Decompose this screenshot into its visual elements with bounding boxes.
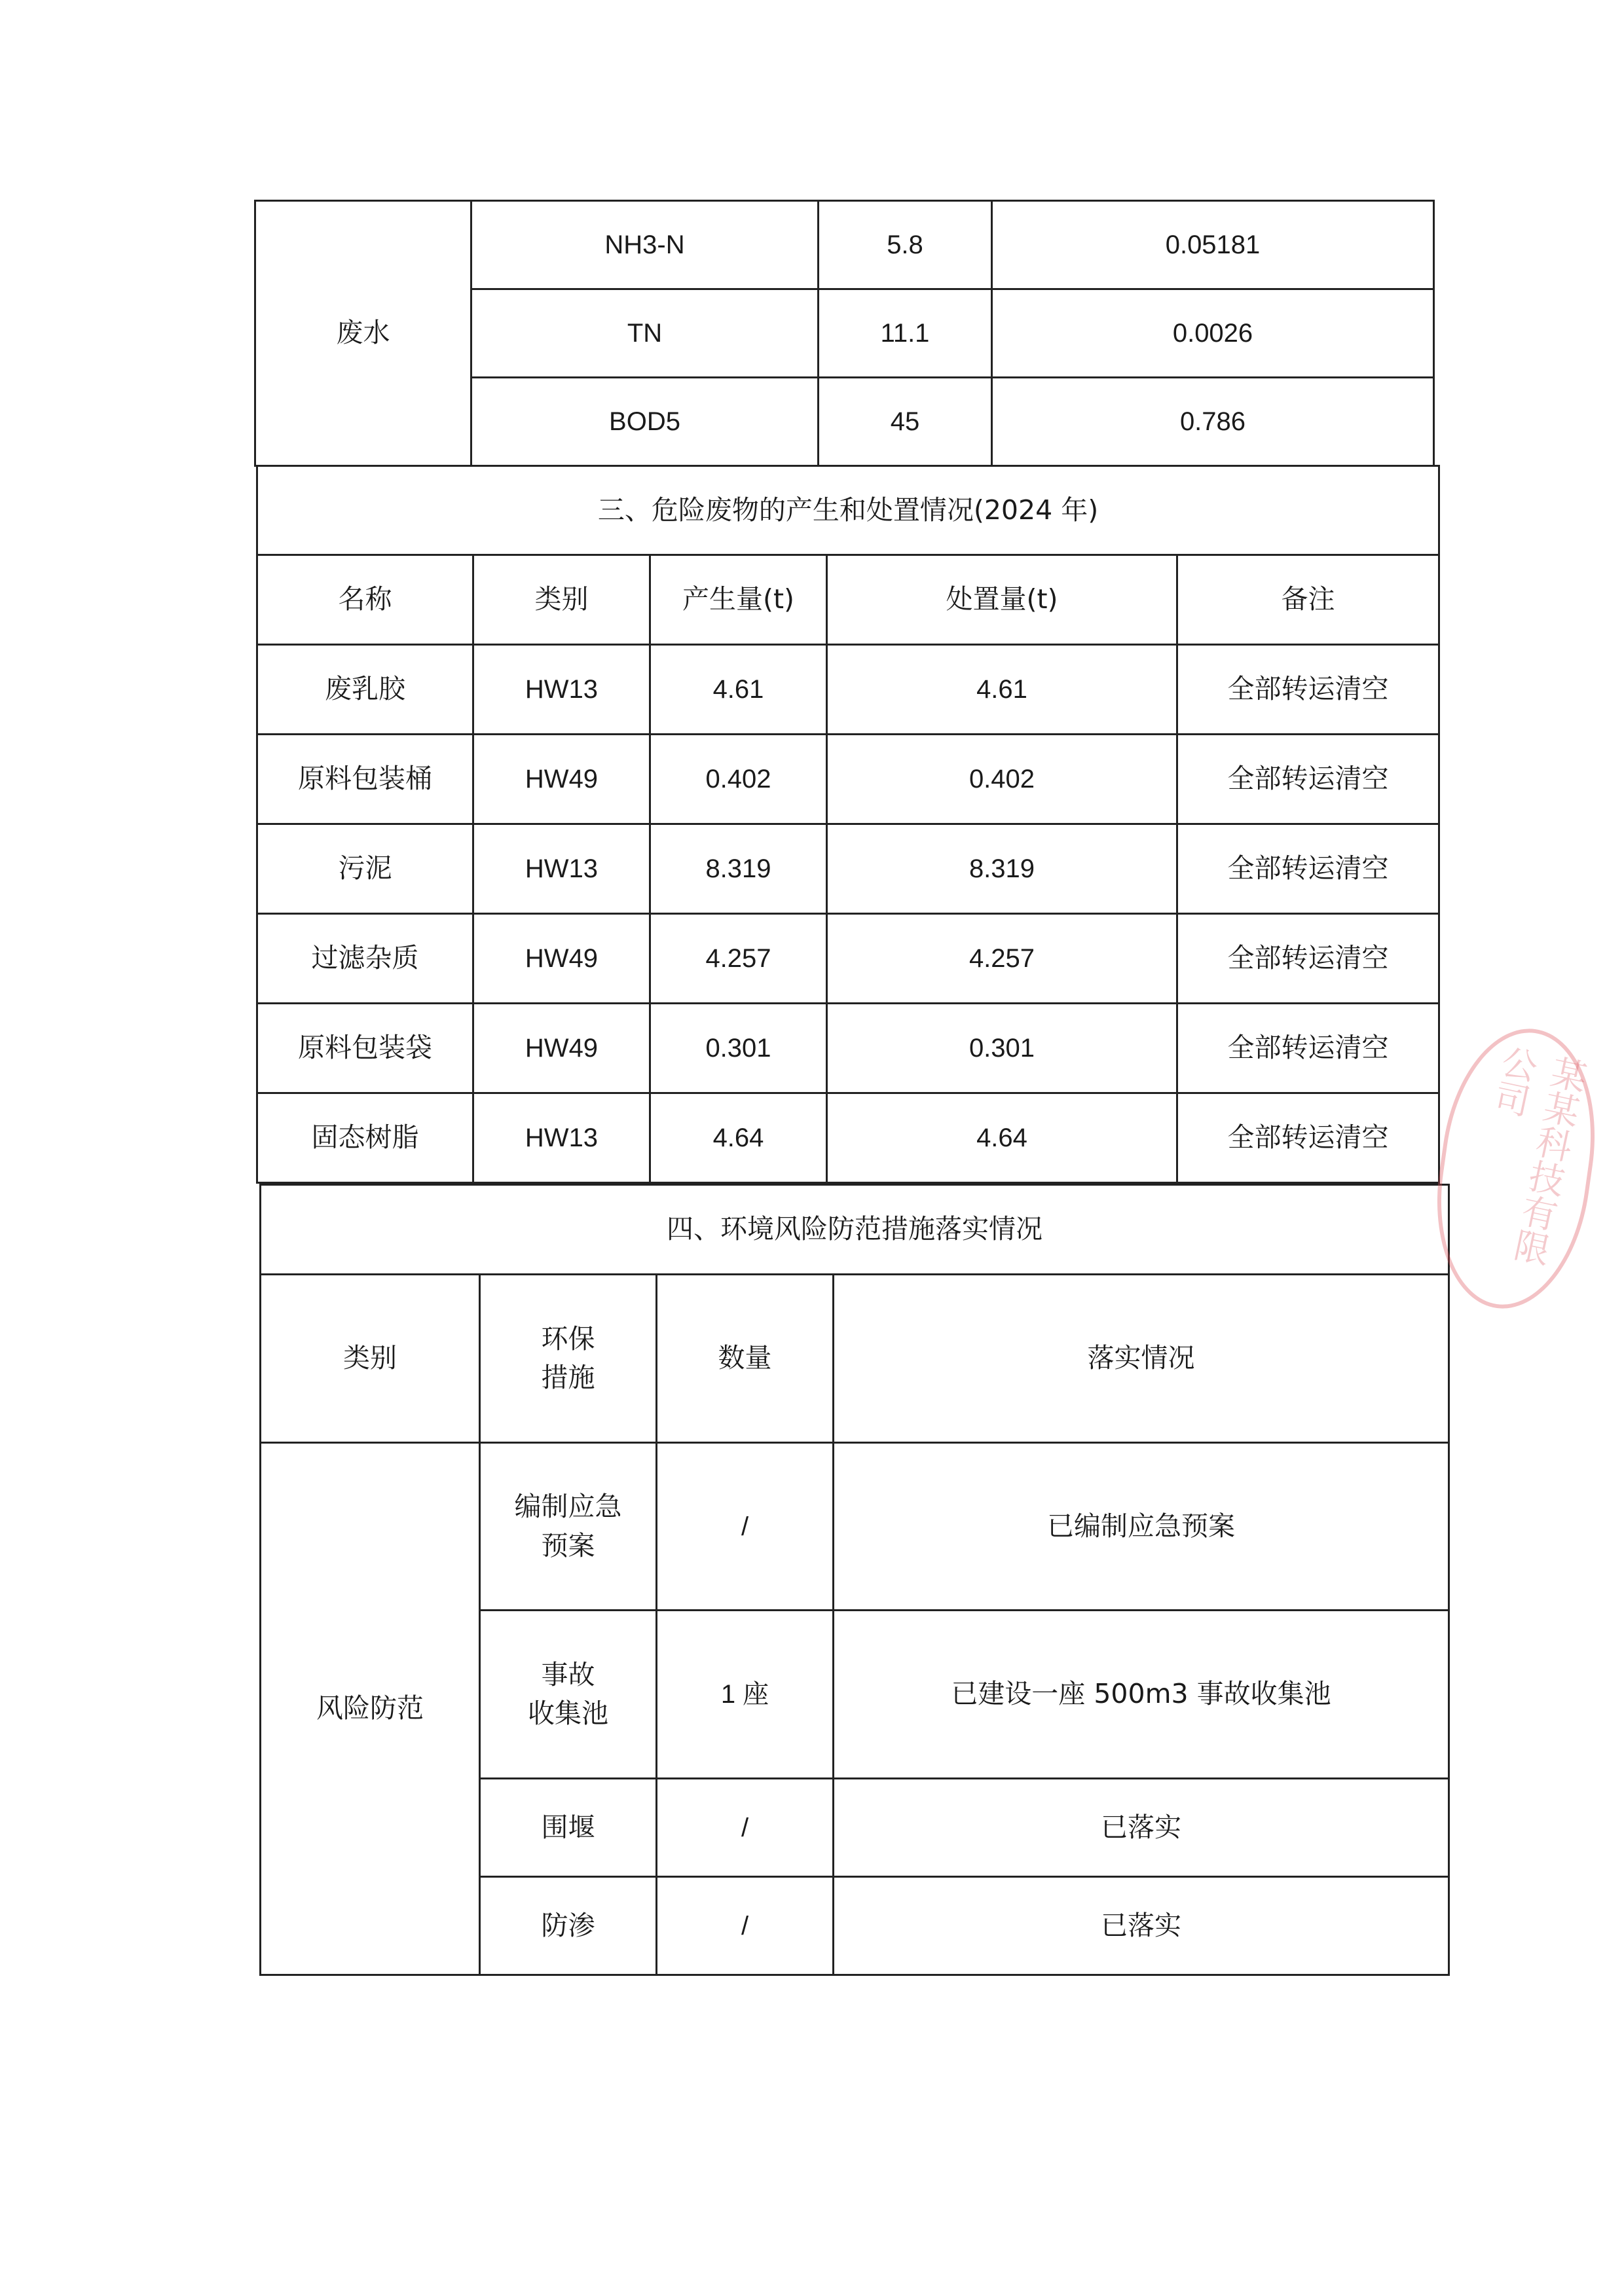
waste-disposed: 0.402 [827, 735, 1177, 824]
table-row [257, 914, 1439, 1004]
waste-produced: 8.319 [650, 824, 827, 914]
hazardous-waste-table [256, 465, 1440, 1184]
header-quantity: 数量 [657, 1275, 834, 1443]
header-name: 名称 [257, 555, 473, 645]
header-category: 类别 [473, 555, 650, 645]
concentration-cell: 11.1 [819, 289, 992, 378]
measure-line1: 事故 [541, 1658, 595, 1690]
waste-disposed: 4.64 [827, 1093, 1177, 1183]
table-row [255, 201, 1434, 289]
status-cell: 已建设一座 500m3 事故收集池 [834, 1611, 1449, 1779]
header-category: 类别 [261, 1275, 480, 1443]
waste-produced: 0.402 [650, 735, 827, 824]
waste-disposed: 8.319 [827, 824, 1177, 914]
measure-cell [480, 1443, 657, 1611]
waste-note: 全部转运清空 [1177, 1004, 1439, 1093]
quantity-cell: / [657, 1877, 834, 1975]
waste-code: HW49 [473, 735, 650, 824]
measure-cell: 围堰 [480, 1779, 657, 1877]
waste-produced: 4.257 [650, 914, 827, 1004]
quantity-cell: 1 座 [657, 1611, 834, 1779]
waste-note: 全部转运清空 [1177, 1093, 1439, 1183]
header-disposed: 处置量(t) [827, 555, 1177, 645]
waste-name: 污泥 [257, 824, 473, 914]
concentration-cell: 5.8 [819, 201, 992, 289]
risk-category: 风险防范 [261, 1443, 480, 1975]
table-row [261, 1443, 1449, 1611]
header-produced: 产生量(t) [650, 555, 827, 645]
concentration-cell: 45 [819, 378, 992, 466]
amount-cell: 0.0026 [992, 289, 1434, 378]
measure-line2: 预案 [541, 1529, 595, 1561]
waste-name: 原料包装袋 [257, 1004, 473, 1093]
measure-cell: 防渗 [480, 1877, 657, 1975]
wastewater-category: 废水 [255, 201, 471, 466]
pollutant-cell: BOD5 [471, 378, 819, 466]
waste-note: 全部转运清空 [1177, 735, 1439, 824]
header-measure-line2: 措施 [541, 1362, 595, 1393]
header-measure-line1: 环保 [541, 1322, 595, 1355]
waste-name: 废乳胶 [257, 645, 473, 735]
measure-line1: 编制应急 [514, 1491, 622, 1523]
table-row [257, 645, 1439, 735]
waste-code: HW13 [473, 645, 650, 735]
waste-disposed: 0.301 [827, 1004, 1177, 1093]
waste-disposed: 4.257 [827, 914, 1177, 1004]
waste-code: HW49 [473, 1004, 650, 1093]
waste-code: HW13 [473, 824, 650, 914]
waste-note: 全部转运清空 [1177, 824, 1439, 914]
quantity-cell: / [657, 1443, 834, 1611]
waste-name: 原料包装桶 [257, 735, 473, 824]
status-cell: 已落实 [834, 1779, 1449, 1877]
pollutant-cell: TN [471, 289, 819, 378]
waste-note: 全部转运清空 [1177, 914, 1439, 1004]
status-cell: 已落实 [834, 1877, 1449, 1975]
status-cell: 已编制应急预案 [834, 1443, 1449, 1611]
table-row [257, 1004, 1439, 1093]
pollutant-cell: NH3-N [471, 201, 819, 289]
waste-code: HW13 [473, 1093, 650, 1183]
measure-cell [480, 1611, 657, 1779]
table-row [257, 735, 1439, 824]
header-row [257, 555, 1439, 645]
measure-line2: 收集池 [528, 1698, 608, 1729]
section3-title: 三、危险废物的产生和处置情况(2024 年) [257, 466, 1439, 555]
waste-name: 固态树脂 [257, 1093, 473, 1183]
header-note: 备注 [1177, 555, 1439, 645]
company-seal-text: 某某科技有限公司 [1486, 1042, 1591, 1269]
section4-title: 四、环境风险防范措施落实情况 [261, 1185, 1449, 1275]
waste-produced: 4.61 [650, 645, 827, 735]
header-row [261, 1275, 1449, 1443]
quantity-cell: / [657, 1779, 834, 1877]
table-row [257, 1093, 1439, 1183]
amount-cell: 0.786 [992, 378, 1434, 466]
header-status: 落实情况 [834, 1275, 1449, 1443]
risk-measures-table [259, 1184, 1450, 1976]
amount-cell: 0.05181 [992, 201, 1434, 289]
waste-produced: 4.64 [650, 1093, 827, 1183]
waste-name: 过滤杂质 [257, 914, 473, 1004]
header-measure [480, 1275, 657, 1443]
table-row [257, 824, 1439, 914]
waste-produced: 0.301 [650, 1004, 827, 1093]
waste-note: 全部转运清空 [1177, 645, 1439, 735]
wastewater-table [254, 200, 1435, 467]
waste-code: HW49 [473, 914, 650, 1004]
waste-disposed: 4.61 [827, 645, 1177, 735]
